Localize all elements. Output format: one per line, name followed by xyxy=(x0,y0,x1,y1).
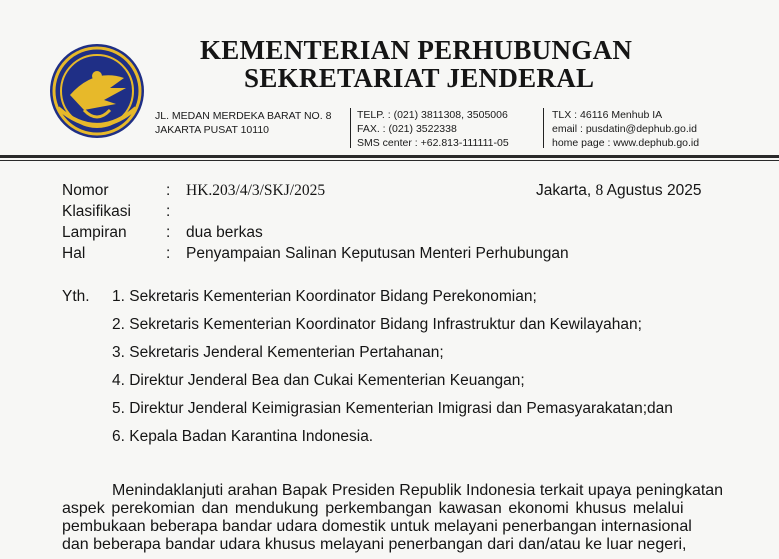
fax-line: FAX. : (021) 3522338 xyxy=(357,123,457,135)
colon: : xyxy=(166,182,171,199)
tlx-line: TLX : 46116 Menhub IA xyxy=(552,109,663,121)
contact-block xyxy=(357,108,509,150)
colon: : xyxy=(166,203,171,220)
colon: : xyxy=(166,245,171,262)
divider xyxy=(543,108,544,148)
divider xyxy=(350,108,351,148)
address-block xyxy=(155,109,331,137)
address-line: JL. MEDAN MERDEKA BARAT NO. 8 xyxy=(155,110,332,122)
nomor-value: HK.203/4/3/SKJ/2025 xyxy=(186,182,326,199)
date-month-year: Agustus 2025 xyxy=(603,182,702,199)
recipient-item: 3. Sekretaris Jenderal Kementerian Pertahanan; xyxy=(112,344,444,361)
recipient-item: 1. Sekretaris Kementerian Koordinator Bidang Perekonomian; xyxy=(112,288,537,305)
date-day: 8 xyxy=(595,182,604,199)
telp-line: TELP. : (021) 3811308, 3505006 xyxy=(357,109,508,121)
email-line: email : pusdatin@dephub.go.id xyxy=(552,123,697,135)
kemenhub-logo-icon xyxy=(44,38,150,144)
header-rule-thin xyxy=(0,160,779,161)
lampiran-value: dua berkas xyxy=(186,224,263,241)
lampiran-label: Lampiran xyxy=(62,224,127,241)
recipient-item: 2. Sekretaris Kementerian Koordinator Bidang Infrastruktur dan Kewilayahan; xyxy=(112,316,642,333)
body-line: aspek perekomian dan mendukung perkembangan kawasan ekonomi khusus melalui xyxy=(62,500,684,517)
hal-label: Hal xyxy=(62,245,86,262)
body-line: pembukaan beberapa bandar udara domestik untuk melayani penerbangan internasional xyxy=(62,518,692,535)
body-line: dan beberapa bandar udara khusus melayani penerbangan dari dan/atau ke luar negeri, xyxy=(62,536,687,553)
nomor-label: Nomor xyxy=(62,182,109,199)
yth-label: Yth. xyxy=(62,288,90,305)
colon: : xyxy=(166,224,171,241)
address-line: JAKARTA PUSAT 10110 xyxy=(155,124,270,136)
homepage-line: home page : www.dephub.go.id xyxy=(552,137,700,149)
recipient-item: 4. Direktur Jenderal Bea dan Cukai Kementerian Keuangan; xyxy=(112,372,525,389)
date-place: Jakarta, xyxy=(536,182,596,199)
recipient-item: 5. Direktur Jenderal Keimigrasian Kementerian Imigrasi dan Pemasyarakatan;dan xyxy=(112,400,673,417)
recipient-item: 6. Kepala Badan Karantina Indonesia. xyxy=(112,428,374,445)
sms-line: SMS center : +62.813-111111-05 xyxy=(357,137,509,149)
letter-date xyxy=(536,182,701,200)
header-rule-thick xyxy=(0,155,779,158)
hal-value: Penyampaian Salinan Keputusan Menteri Perhubungan xyxy=(186,245,569,262)
org-name-line1: KEMENTERIAN PERHUBUNGAN xyxy=(200,35,633,65)
klasifikasi-label: Klasifikasi xyxy=(62,203,131,220)
org-name-line2: SEKRETARIAT JENDERAL xyxy=(244,63,595,93)
online-block xyxy=(552,108,699,150)
body-line: Menindaklanjuti arahan Bapak Presiden Republik Indonesia terkait upaya peningkatan xyxy=(112,482,724,499)
